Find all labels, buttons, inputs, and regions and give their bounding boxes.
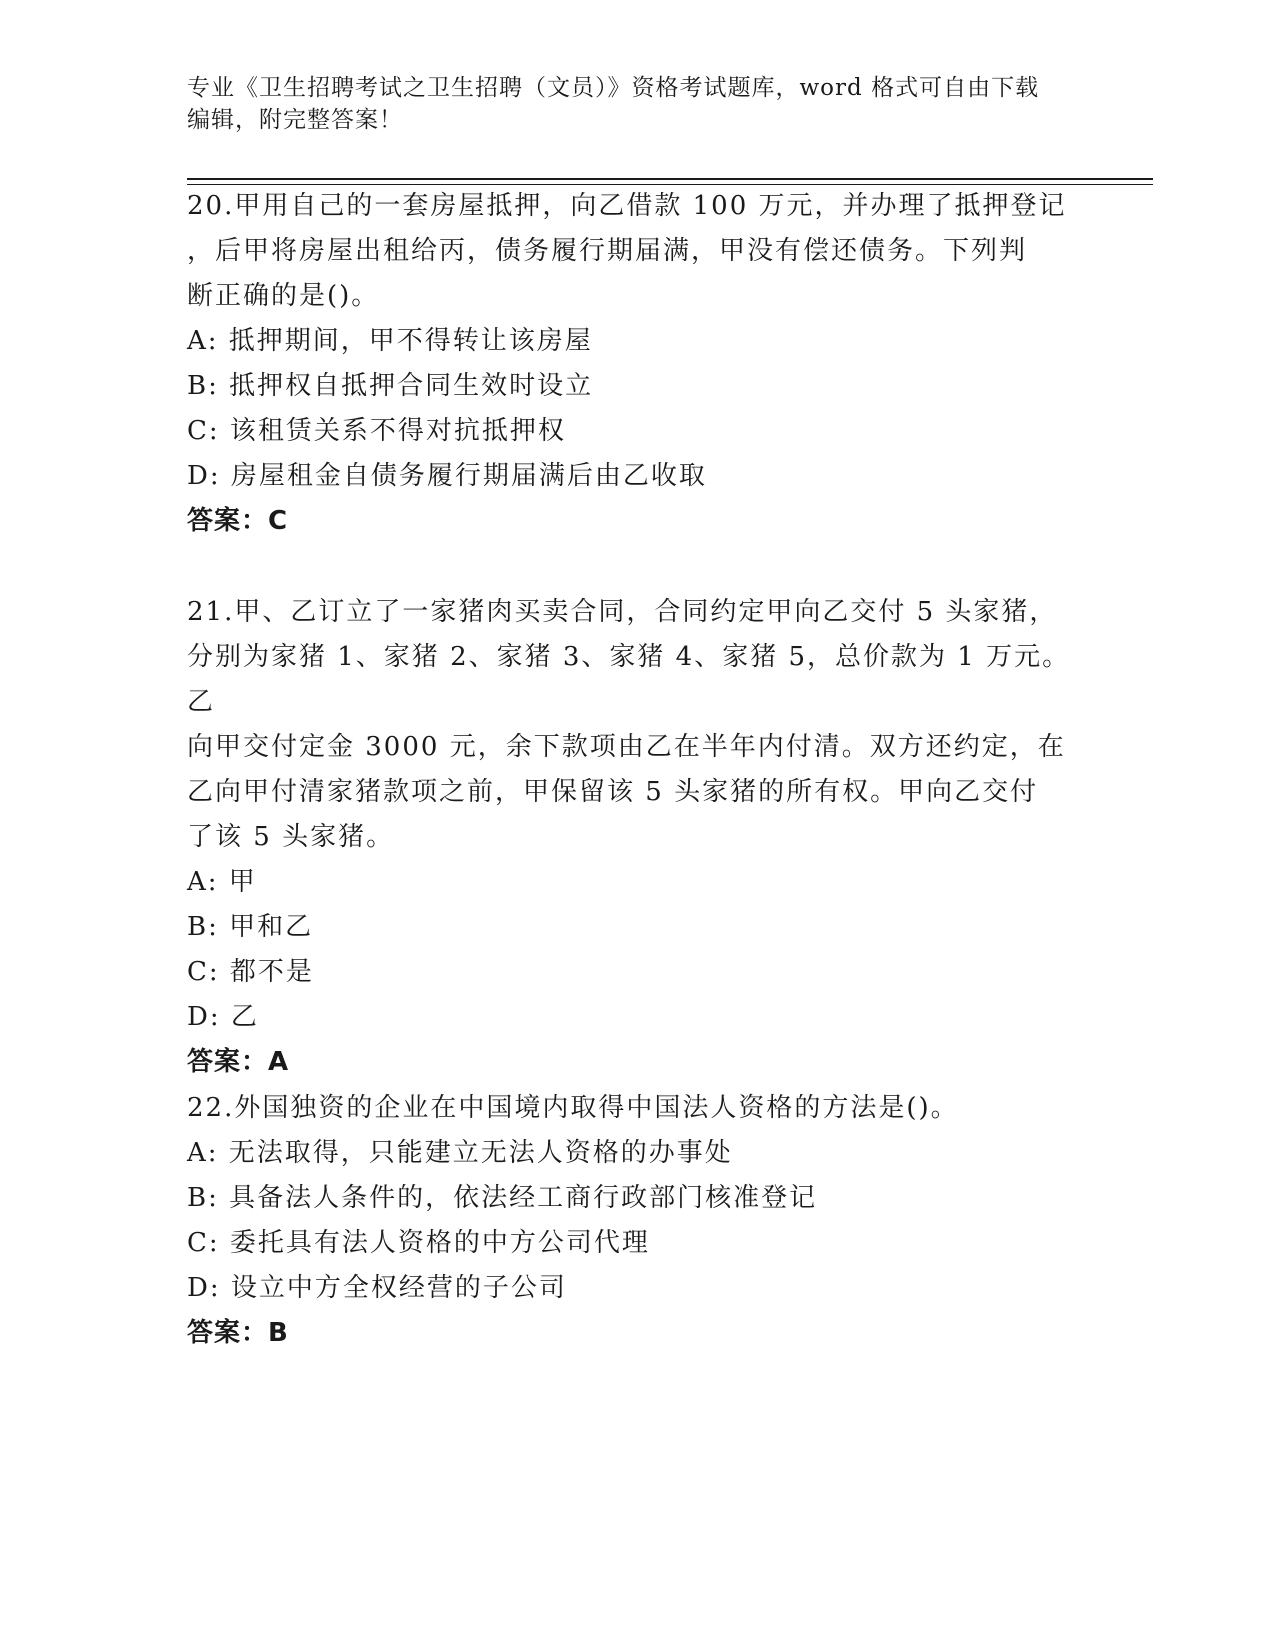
option-a: A: 抵押期间，甲不得转让该房屋 (187, 326, 593, 356)
option-d: D: 设立中方全权经营的子公司 (187, 1273, 567, 1303)
option-b: B: 甲和乙 (187, 912, 314, 942)
document-header (187, 72, 1087, 136)
question-21 (187, 590, 1087, 1085)
header-line-2: 编辑，附完整答案！ (187, 107, 403, 133)
question-22 (187, 1086, 1087, 1356)
question-20 (187, 184, 1087, 544)
question-stem (187, 184, 1087, 319)
option-a: A: 甲 (187, 867, 257, 897)
header-divider-thick (187, 178, 1153, 180)
option-d: D: 房屋租金自债务履行期届满后由乙收取 (187, 461, 707, 491)
option-c: C: 都不是 (187, 957, 314, 987)
header-line-1: 专业《卫生招聘考试之卫生招聘（文员）》资格考试题库，word 格式可自由下载 (187, 75, 1040, 101)
option-c: C: 委托具有法人资格的中方公司代理 (187, 1228, 650, 1258)
option-a: A: 无法取得，只能建立无法人资格的办事处 (187, 1138, 733, 1168)
option-d: D: 乙 (187, 1002, 259, 1032)
stem-line: 21.甲、乙订立了一家猪肉买卖合同，合同约定甲向乙交付 5 头家猪， (187, 597, 1058, 627)
answer-label: 答案：B (187, 1318, 289, 1348)
option-c: C: 该租赁关系不得对抗抵押权 (187, 416, 566, 446)
stem-line: 20.甲用自己的一套房屋抵押，向乙借款 100 万元，并办理了抵押登记 (187, 191, 1067, 221)
answer-label: 答案：A (187, 1047, 290, 1077)
answer-label: 答案：C (187, 506, 289, 536)
stem-line: 22.外国独资的企业在中国境内取得中国法人资格的方法是()。 (187, 1093, 959, 1123)
stem-line: 分别为家猪 1、家猪 2、家猪 3、家猪 4、家猪 5，总价款为 1 万元。乙 (187, 642, 1071, 717)
stem-line: ，后甲将房屋出租给丙，债务履行期届满，甲没有偿还债务。下列判 (187, 236, 1028, 266)
option-b: B: 具备法人条件的，依法经工商行政部门核准登记 (187, 1183, 818, 1213)
option-b: B: 抵押权自抵押合同生效时设立 (187, 371, 594, 401)
stem-line: 向甲交付定金 3000 元，余下款项由乙在半年内付清。双方还约定，在 (187, 732, 1066, 762)
stem-line: 断正确的是()。 (187, 281, 380, 311)
stem-line: 了该 5 头家猪。 (187, 822, 395, 852)
question-stem (187, 1086, 1087, 1131)
stem-line: 乙向甲付清家猪款项之前，甲保留该 5 头家猪的所有权。甲向乙交付 (187, 777, 1039, 807)
question-stem (187, 590, 1087, 860)
